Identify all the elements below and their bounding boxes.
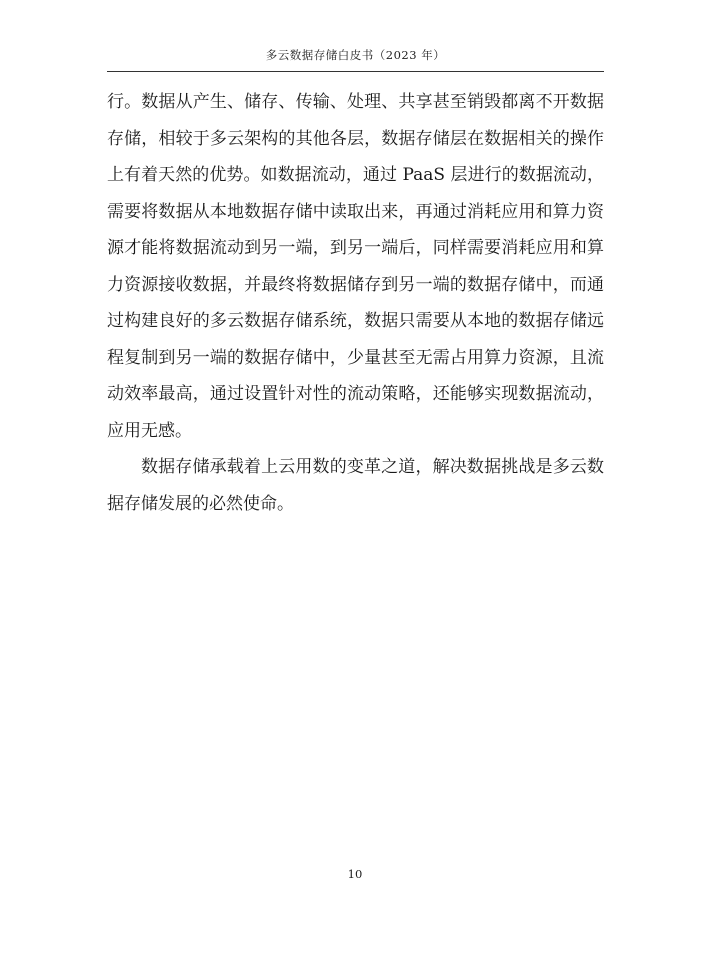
body-text [107,84,604,522]
page-number: 10 [347,867,363,881]
header-divider [107,71,604,72]
paragraph-conclusion: 数据存储承载着上云用数的变革之道，解决数据挑战是多云数据存储发展的必然使命。 [107,457,604,514]
paragraph-continued: 行。数据从产生、储存、传输、处理、共享甚至销毁都离不开数据存储，相较于多云架构的其他各层，数据存储层在数据相关的操作上有着天然的优势。如数据流动，通过 PaaS 层进行的数据流动，需要将数据从本地数据存储中读取出来，再通过消耗应用和算力资源才能将数据流动到另一端，到另一端后，同样需要消耗应用和算力资源接收数据，并最终将数据储存到另一端的数据存储中，而通过构建良好的多云数据存储系统，数据只需要从本地的数据存储远程复制到另一端的数据存储中，少量甚至无需占用算力资源，且流动效率最高，通过设置针对性的流动策略，还能够实现数据流动，应用无感。 [107,92,604,441]
running-header: 多云数据存储白皮书（2023 年） [265,48,446,62]
